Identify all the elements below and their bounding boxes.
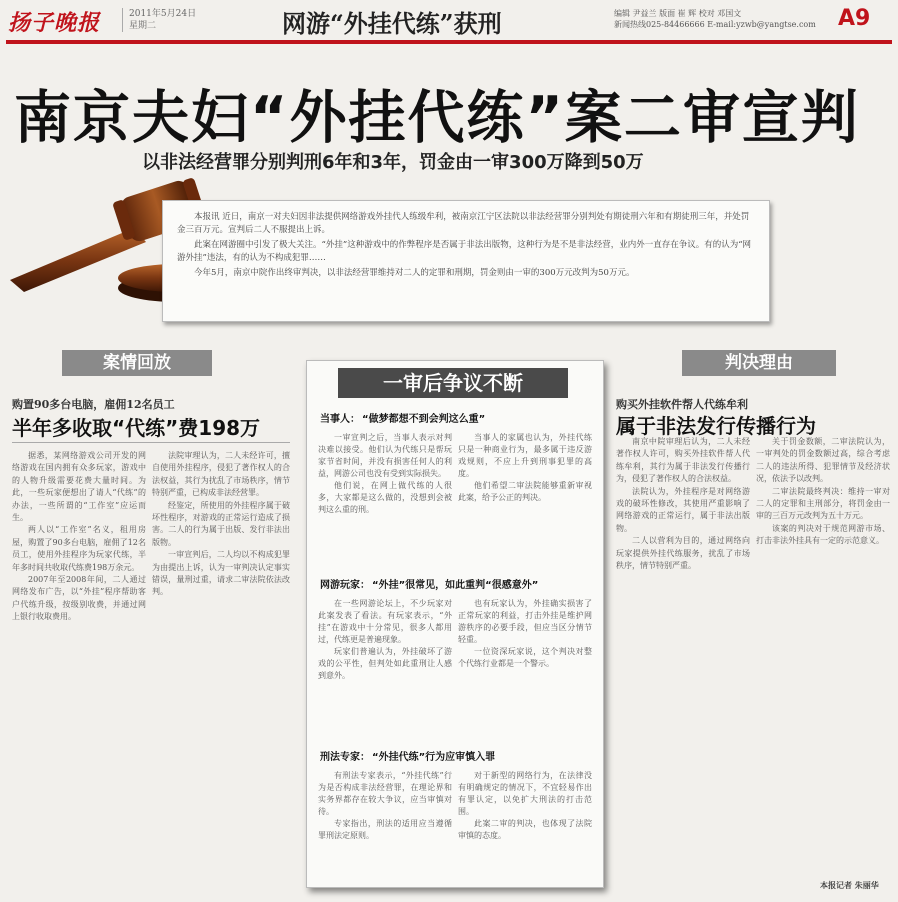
sidebar-column	[458, 770, 592, 878]
date-line: 2011年5月24日	[129, 9, 197, 19]
body-paragraph: 2007年至2008年间，二人通过网络发布广告，以“外挂”程序帮助客户代练升级，按级别收费，并通过网上银行收取费用。	[12, 575, 146, 622]
right-article-title: 属于非法发行传播行为	[616, 414, 816, 438]
body-paragraph: 也有玩家认为，外挂确实损害了正常玩家的利益，打击外挂是维护网游秩序的必要手段，但应当区分情节轻重。	[458, 599, 592, 644]
masthead-logo: 扬子晚报	[8, 10, 101, 36]
right-body-column	[616, 436, 750, 888]
lead-paragraph: 此案在网游圈中引发了极大关注。“外挂”这种游戏中的作弊程序是否属于非法出版物，这种行为是不是非法经营，业内外一直存在争议。有的认为“网游外挂”违法，有的认为不构成犯罪……	[177, 240, 752, 263]
editor-info	[614, 8, 824, 30]
body-paragraph: 有刑法专家表示，“外挂代练”行为是否构成非法经营罪，在理论界和实务界都存在较大争议，应当审慎对待。	[318, 771, 452, 816]
subhead-text: “做梦都想不到会判这么重”	[362, 414, 486, 425]
body-paragraph: 一位资深玩家说，这个判决对整个代练行业都是一个警示。	[458, 647, 592, 668]
body-paragraph: 他们希望二审法院能够重新审视此案，给予公正的判决。	[458, 481, 592, 502]
sidebar-column	[318, 770, 452, 878]
body-paragraph: 二人以营利为目的，通过网络向玩家提供外挂代练服务，扰乱了市场秩序，情节特别严重。	[616, 536, 750, 571]
left-article-title: 半年多收取“代练”费198万	[12, 416, 261, 440]
sidebar-column	[458, 598, 592, 740]
subhead-party	[320, 410, 485, 425]
editor-line: 编辑 尹益兰 版面 崔 辉 校对 邓国文	[614, 9, 742, 18]
body-paragraph: 一审宣判之后，当事人表示对判决难以接受。他们认为代练只是帮玩家节省时间，并没有损害任何人的利益，网游公司也没有受到实际损失。	[318, 433, 452, 478]
main-headline: 南京夫妇“外挂代练”案二审宣判	[14, 85, 860, 151]
body-paragraph: 在一些网游论坛上，不少玩家对此案发表了看法。有玩家表示，“外挂”在游戏中十分常见，很多人都用过，代练更是普遍现象。	[318, 599, 452, 644]
body-paragraph: 玩家们普遍认为，外挂破坏了游戏的公平性，但判处如此重刑让人感到意外。	[318, 647, 452, 680]
body-paragraph: 他们说，在网上做代练的人很多，大家都是这么做的，没想到会被判这么重的刑。	[318, 481, 452, 514]
body-paragraph: 对于新型的网络行为，在法律没有明确规定的情况下，不宜轻易作出有罪认定，以免扩大刑法的打击范围。	[458, 771, 592, 816]
subhead-label: 当事人：	[320, 414, 360, 425]
left-kicker: 购置90多台电脑，雇佣12名员工	[12, 398, 175, 411]
body-paragraph: 二审法院最终判决：维持一审对二人的定罪和主刑部分，将罚金由一审的三百万元改判为五十万元。	[756, 486, 890, 521]
body-paragraph: 南京中院审理后认为，二人未经著作权人许可，购买外挂软件帮人代练牟利，其行为属于非法发行传播行为，侵犯了著作权人的合法权益。	[616, 437, 750, 484]
body-paragraph: 两人以“工作室”名义，租用房屋，购置了90多台电脑，雇佣了12名员工，使用外挂程序为玩家代练，半年多时间共收取代练费198万余元。	[12, 525, 146, 572]
body-paragraph: 一审宣判后，二人均以不构成犯罪为由提出上诉，认为一审判决认定事实错误，量刑过重，请求二审法院依法改判。	[152, 550, 290, 597]
issue-date	[122, 8, 196, 32]
right-body-column	[756, 436, 890, 888]
body-paragraph: 据悉，某网络游戏公司开发的网络游戏在国内拥有众多玩家，游戏中的人物升级需要花费大量时间。为此，一些玩家便想出了请人“代练”的办法，一些所谓的“工作室”应运而生。	[12, 451, 146, 523]
body-paragraph: 关于罚金数额，二审法院认为，一审判处的罚金数额过高，综合考虑二人的违法所得、犯罪情节及经济状况，依法予以改判。	[756, 437, 890, 484]
sidebar-column	[318, 432, 452, 568]
body-paragraph: 该案的判决对于规范网游市场、打击非法外挂具有一定的示范意义。	[756, 523, 890, 546]
subhead-text: “外挂”很常见，如此重判“很感意外”	[372, 580, 539, 591]
contact-line: 新闻热线025-84466666 E-mail:yzwb@yangtse.com	[614, 20, 816, 29]
sub-headline: 以非法经营罪分别判刑6年和3年，罚金由一审300万降到50万	[142, 152, 644, 173]
page-number: A9	[838, 6, 871, 31]
subhead-players	[320, 576, 538, 591]
subhead-label: 刑法专家：	[320, 752, 370, 763]
body-paragraph: 法院审理认为，二人未经许可，擅自使用外挂程序，侵犯了著作权人的合法权益，其行为扰乱了市场秩序，情节特别严重，已构成非法经营罪。	[152, 451, 290, 498]
sidebar-column	[318, 598, 452, 740]
byline: 本报记者 朱丽华	[820, 880, 879, 890]
body-paragraph: 经鉴定，所使用的外挂程序属于破坏性程序，对游戏的正常运行造成了损害。二人的行为属于出版、发行非法出版物。	[152, 500, 290, 547]
weekday-line: 星期二	[129, 21, 157, 31]
subhead-expert	[320, 748, 495, 763]
left-body-column	[12, 450, 146, 888]
divider	[12, 442, 290, 443]
left-body-column	[152, 450, 290, 888]
subhead-label: 网游玩家：	[320, 580, 370, 591]
sidebar-column	[458, 432, 592, 568]
section-tag-verdict-reason: 判决理由	[682, 350, 836, 376]
lead-paragraph: 本报讯 近日，南京一对夫妇因非法提供网络游戏外挂代人练级牟利，被南京江宁区法院以非法经营罪分别判处有期徒刑六年和有期徒刑三年，并处罚金三百万元。宣判后二人不服提出上诉。	[177, 212, 750, 235]
right-kicker: 购买外挂软件帮人代练牟利	[616, 398, 748, 411]
lead-paragraph: 今年5月，南京中院作出终审判决，以非法经营罪维持对二人的定罪和刑期，罚金则由一审的300万元改判为50万元。	[194, 268, 635, 278]
body-paragraph: 此案二审的判决，也体现了法院审慎的态度。	[458, 819, 592, 840]
subhead-text: “外挂代练”行为应审慎入罪	[372, 752, 496, 763]
body-paragraph: 当事人的家属也认为，外挂代练只是一种商业行为，最多属于违反游戏规则，不应上升到刑事犯罪的高度。	[458, 433, 592, 478]
section-tag-case-review: 案情回放	[62, 350, 212, 376]
body-paragraph: 法院认为，外挂程序是对网络游戏的破坏性修改，其使用严重影响了网络游戏的正常运行，属于非法出版物。	[616, 486, 750, 533]
lead-paragraph-box	[162, 200, 770, 322]
section-tag-controversy: 一审后争议不断	[338, 368, 568, 398]
section-title: 网游“外挂代练”获刑	[282, 9, 502, 38]
body-paragraph: 专家指出，刑法的适用应当遵循罪刑法定原则。	[318, 819, 452, 840]
header-rule	[6, 40, 892, 44]
